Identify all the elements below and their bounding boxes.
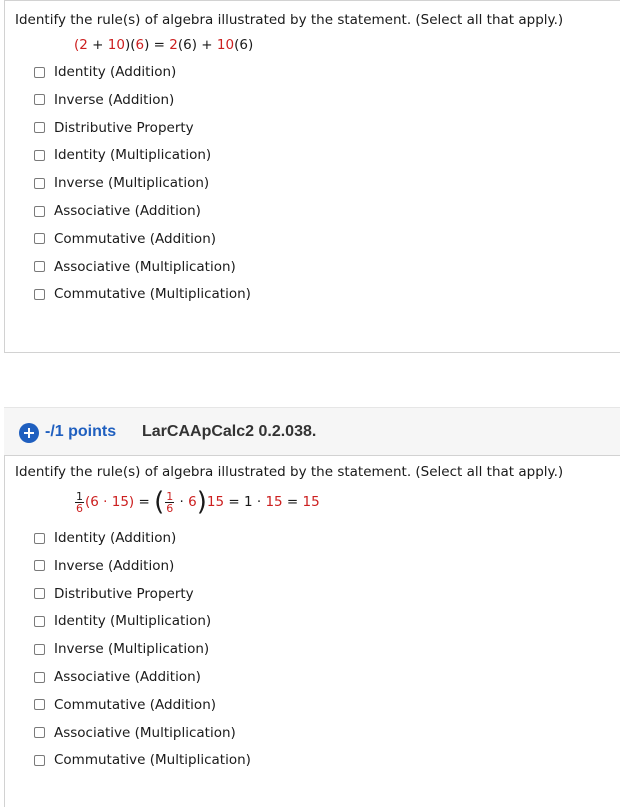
option-row[interactable] [34, 146, 211, 164]
option-label: Identity (Multiplication) [54, 613, 212, 630]
checkbox[interactable] [34, 94, 45, 105]
option-label: Inverse (Multiplication) [54, 175, 210, 192]
option-label: Distributive Property [54, 119, 194, 136]
eq-term: 15 [206, 494, 225, 510]
option-label: Associative (Addition) [54, 669, 201, 685]
eq-result: 15 [302, 494, 320, 510]
fraction-denominator: 6 [166, 501, 174, 515]
question-1-prompt: Identify the rule(s) of algebra illustrated by the statement. (Select all that apply.) [15, 12, 564, 28]
option-label: Inverse (Multiplication) [54, 641, 210, 658]
option-label: Associative (Addition) [54, 203, 201, 219]
eq-term: (6) [234, 37, 254, 53]
option-row[interactable] [34, 724, 236, 742]
eq-term: 15 [265, 494, 283, 510]
option-row[interactable] [34, 612, 211, 630]
checkbox[interactable] [34, 727, 45, 738]
eq-term: 10 [216, 37, 235, 53]
fraction-denominator: 6 [76, 501, 83, 515]
option-label: Identity (Addition) [54, 64, 177, 80]
eq-operator: = [134, 494, 155, 510]
checkbox[interactable] [34, 644, 45, 655]
eq-operator: = [282, 494, 303, 510]
eq-term: 2 [169, 37, 178, 53]
checkbox[interactable] [34, 755, 45, 766]
eq-paren: ) [144, 37, 150, 53]
checkbox[interactable] [34, 616, 45, 627]
checkbox[interactable] [34, 533, 45, 544]
checkbox[interactable] [34, 233, 45, 244]
option-label: Inverse (Addition) [54, 557, 175, 574]
checkbox[interactable] [34, 206, 45, 217]
option-row[interactable] [34, 557, 174, 575]
option-label: Commutative (Addition) [54, 696, 217, 713]
option-row[interactable] [34, 119, 194, 137]
option-row[interactable] [34, 751, 251, 769]
option-row[interactable] [34, 230, 216, 248]
option-row[interactable] [34, 258, 236, 276]
option-label: Inverse (Addition) [54, 91, 175, 108]
eq-term: 1 [243, 494, 253, 510]
eq-operator: = [149, 37, 170, 53]
checkbox[interactable] [34, 699, 45, 710]
option-label: Identity (Addition) [54, 530, 177, 546]
option-label: Commutative (Addition) [54, 230, 217, 247]
expand-plus-icon[interactable] [19, 423, 39, 443]
option-row[interactable] [34, 202, 201, 220]
fraction-one-sixth [165, 491, 174, 514]
option-row[interactable] [34, 63, 176, 81]
option-label: Distributive Property [54, 585, 194, 602]
option-row[interactable] [34, 668, 201, 686]
eq-term: 6 [135, 37, 145, 53]
checkbox[interactable] [34, 289, 45, 300]
checkbox[interactable] [34, 150, 45, 161]
checkbox[interactable] [34, 560, 45, 571]
eq-term: 6 [188, 494, 197, 510]
eq-operator: = [224, 494, 244, 510]
fraction-one-sixth [75, 491, 84, 514]
option-row[interactable] [34, 529, 176, 547]
eq-paren: ( [154, 487, 165, 517]
option-label: Commutative (Multiplication) [54, 752, 251, 769]
eq-paren: )( [124, 37, 136, 53]
option-label: Identity (Multiplication) [54, 147, 212, 164]
eq-operator: + [87, 37, 108, 53]
fraction-numerator: 1 [76, 489, 83, 503]
option-row[interactable] [34, 640, 209, 658]
fraction-numerator: 1 [166, 489, 174, 503]
question-2-statement [74, 489, 320, 515]
checkbox[interactable] [34, 672, 45, 683]
option-label: Associative (Multiplication) [54, 724, 236, 741]
question-1-statement [74, 37, 253, 53]
option-label: Associative (Multiplication) [54, 258, 236, 275]
eq-operator: + [197, 37, 217, 53]
problem-id: LarCAApCalc2 0.2.038. [142, 423, 317, 440]
eq-term: (6) [177, 37, 198, 53]
checkbox[interactable] [34, 178, 45, 189]
eq-operator: · [252, 494, 266, 510]
checkbox[interactable] [34, 261, 45, 272]
eq-term: 2 [79, 37, 88, 53]
checkbox[interactable] [34, 588, 45, 599]
question-2-prompt: Identify the rule(s) of algebra illustrated by the statement. (Select all that apply.) [15, 464, 564, 480]
eq-paren: ( [74, 37, 80, 53]
eq-term: 10 [107, 37, 125, 53]
option-label: Commutative (Multiplication) [54, 286, 251, 303]
points-label: -/1 points [45, 423, 117, 440]
eq-term: (6 · 15) [85, 494, 135, 510]
eq-operator: · [175, 494, 189, 510]
question-2-header [4, 407, 620, 455]
eq-paren: ) [196, 487, 207, 517]
option-row[interactable] [34, 585, 194, 603]
option-row[interactable] [34, 285, 251, 303]
checkbox[interactable] [34, 67, 45, 78]
option-row[interactable] [34, 91, 174, 109]
option-row[interactable] [34, 174, 209, 192]
checkbox[interactable] [34, 122, 45, 133]
option-row[interactable] [34, 696, 216, 714]
